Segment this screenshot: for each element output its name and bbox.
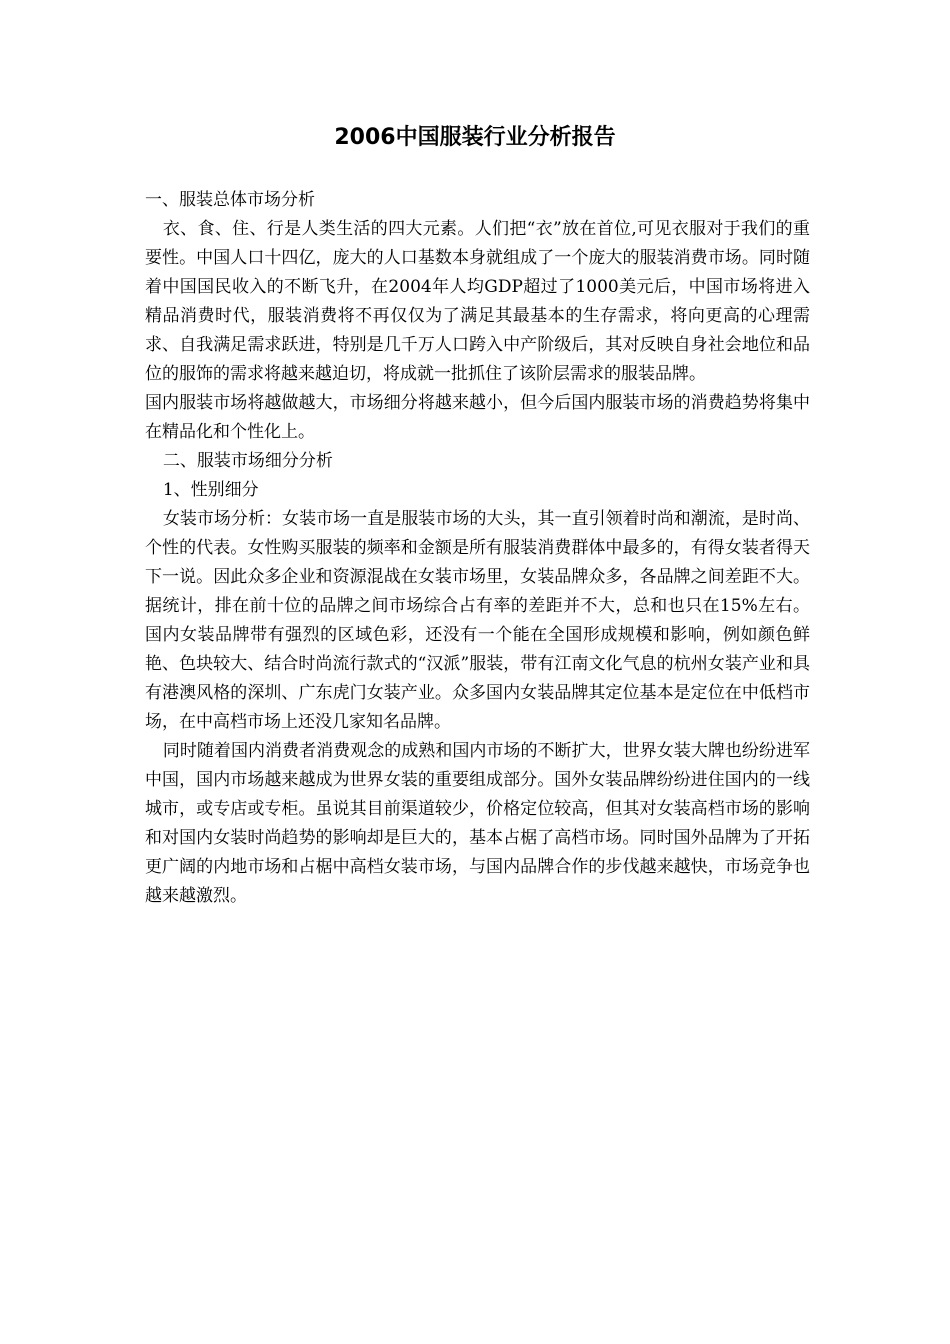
paragraph: 衣、食、住、行是人类生活的四大元素。人们把“衣”放在首位,可见衣服对于我们的重要性。中国人口十四亿，庞大的人口基数本身就组成了一个庞大的服装消费市场。同时随着中国国民收入的不断飞升，在2004年人均GDP超过了1000美元后，中国市场将进入精品消费时代，服装消费将不再仅仅为了满足其最基本的生存需求，将向更高的心理需求、自我满足需求跃进，特别是几千万人口跨入中产阶级后，其对反映自身社会地位和品位的服饰的需求将越来越迫切，将成就一批抓住了该阶层需求的服装品牌。 (145, 219, 810, 384)
paragraph: 同时随着国内消费者消费观念的成熟和国内市场的不断扩大，世界女装大牌也纷纷进军中国，国内市场越来越成为世界女装的重要组成部分。国外女装品牌纷纷进住国内的一线城市，或专店或专柜。虽说其目前渠道较少，价格定位较高，但其对女装高档市场的影响和对国内女装时尚趋势的影响却是巨大的，基本占椐了高档市场。同时国外品牌为了开拓更广阔的内地市场和占椐中高档女装市场，与国内品牌合作的步伐越来越快，市场竞争也越来越激烈。 (145, 741, 810, 906)
section-heading-2: 二、服装市场细分分析 (162, 451, 333, 471)
paragraph: 女装市场分析：女装市场一直是服装市场的大头，其一直引领着时尚和潮流，是时尚、个性的代表。女性购买服装的频率和金额是所有服装消费群体中最多的，有得女装者得天下一说。因此众多企业和资源混战在女装市场里，女装品牌众多，各品牌之间差距不大。据统计，排在前十位的品牌之间市场综合占有率的差距并不大，总和也只在15%左右。国内女装品牌带有强烈的区域色彩，还没有一个能在全国形成规模和影响，例如颜色鲜艳、色块较大、结合时尚流行款式的“汉派”服装，带有江南文化气息的杭州女装产业和具有港澳风格的深圳、广东虎门女装产业。众多国内女装品牌其定位基本是定位在中低档市场，在中高档市场上还没几家知名品牌。 (145, 509, 810, 732)
subsection-heading: 1、性别细分 (162, 480, 259, 500)
section-heading-1: 一、服装总体市场分析 (145, 190, 315, 210)
document-title: 2006中国服装行业分析报告 (334, 125, 616, 150)
document-body (145, 186, 810, 911)
paragraph: 国内服装市场将越做越大，市场细分将越来越小，但今后国内服装市场的消费趋势将集中在精品化和个性化上。 (145, 393, 810, 442)
